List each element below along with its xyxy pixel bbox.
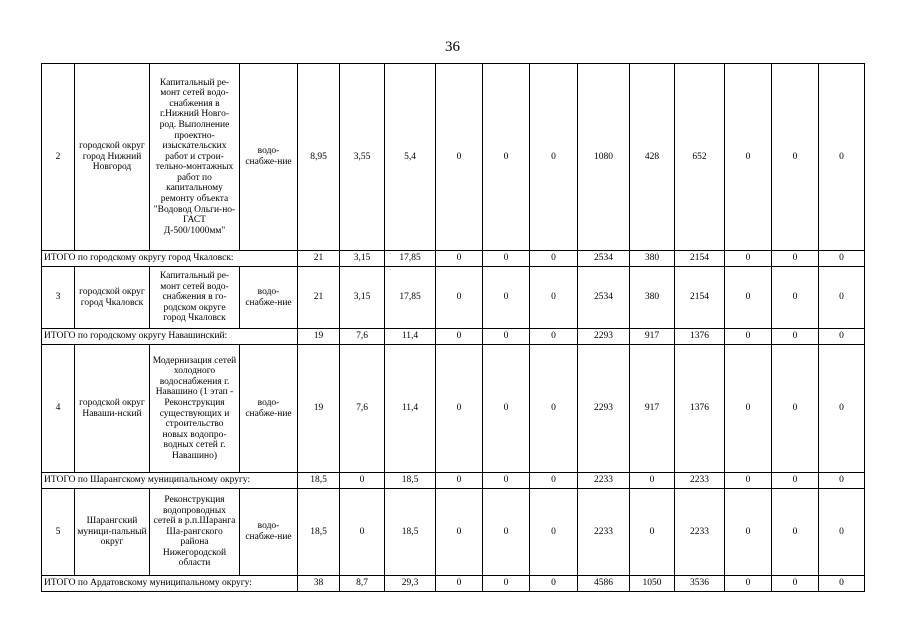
category: водо-снабже-ние	[240, 345, 298, 473]
value-cell: 0	[772, 329, 819, 345]
value-cell: 652	[675, 64, 725, 251]
value-cell: 2293	[578, 345, 630, 473]
value-cell: 0	[819, 64, 865, 251]
value-cell: 3,15	[340, 251, 385, 267]
value-cell: 2233	[578, 489, 630, 576]
value-cell: 0	[772, 473, 819, 489]
value-cell: 2154	[675, 267, 725, 329]
category: водо-снабже-ние	[240, 267, 298, 329]
value-cell: 5,4	[385, 64, 436, 251]
value-cell: 0	[819, 489, 865, 576]
value-cell: 0	[630, 489, 675, 576]
value-cell: 17,85	[385, 267, 436, 329]
project-row	[42, 489, 865, 576]
value-cell: 0	[725, 576, 772, 592]
value-cell: 0	[725, 473, 772, 489]
value-cell: 0	[483, 329, 530, 345]
value-cell: 0	[436, 64, 483, 251]
value-cell: 428	[630, 64, 675, 251]
project-row	[42, 345, 865, 473]
value-cell: 0	[483, 576, 530, 592]
value-cell: 0	[530, 329, 578, 345]
value-cell: 0	[436, 329, 483, 345]
value-cell: 0	[483, 64, 530, 251]
row-number: 2	[42, 64, 75, 251]
value-cell: 380	[630, 251, 675, 267]
value-cell: 1050	[630, 576, 675, 592]
value-cell: 11,4	[385, 345, 436, 473]
value-cell: 0	[630, 473, 675, 489]
project-row	[42, 64, 865, 251]
value-cell: 0	[772, 64, 819, 251]
water-supply-table	[41, 63, 865, 592]
value-cell: 0	[819, 251, 865, 267]
value-cell: 19	[298, 329, 340, 345]
value-cell: 18,5	[385, 473, 436, 489]
value-cell: 0	[819, 267, 865, 329]
value-cell: 0	[772, 267, 819, 329]
project-description: Модернизация сетей холодного водоснабжения г. Навашино (1 этап - Реконструкция существующих и строительство новых водопро-водных сетей г. Навашино)	[150, 345, 240, 473]
value-cell: 3,15	[340, 267, 385, 329]
value-cell: 0	[436, 345, 483, 473]
value-cell: 29,3	[385, 576, 436, 592]
value-cell: 0	[436, 576, 483, 592]
value-cell: 11,4	[385, 329, 436, 345]
project-description: Капитальный ре-монт сетей водо-снабжения в г.Нижний Новго-род. Выполнение проектно-изыскательских работ и строи-тельно-монтажных работ по капитальному ремонту объекта "Водовод Ольги-но-ГАСТ Д-500/1000мм"	[150, 64, 240, 251]
value-cell: 1376	[675, 345, 725, 473]
project-description: Реконструкция водопроводных сетей в р.п.Шаранга Ша-рангского района Нижегородской области	[150, 489, 240, 576]
district-name: городской округ Наваши-нский	[75, 345, 150, 473]
value-cell: 2233	[675, 489, 725, 576]
value-cell: 18,5	[385, 489, 436, 576]
total-row	[42, 329, 865, 345]
row-number: 5	[42, 489, 75, 576]
value-cell: 4586	[578, 576, 630, 592]
category: водо-снабже-ние	[240, 489, 298, 576]
value-cell: 2293	[578, 329, 630, 345]
value-cell: 0	[436, 251, 483, 267]
value-cell: 0	[530, 64, 578, 251]
value-cell: 0	[483, 473, 530, 489]
value-cell: 3,55	[340, 64, 385, 251]
value-cell: 19	[298, 345, 340, 473]
project-description: Капитальный ре-монт сетей водо-снабжения в го-родском округе город Чкаловск	[150, 267, 240, 329]
value-cell: 0	[725, 345, 772, 473]
value-cell: 0	[725, 251, 772, 267]
project-row	[42, 267, 865, 329]
value-cell: 0	[483, 489, 530, 576]
value-cell: 0	[530, 576, 578, 592]
value-cell: 0	[483, 251, 530, 267]
value-cell: 0	[340, 473, 385, 489]
total-label: ИТОГО по Ардатовскому муниципальному округу:	[42, 576, 298, 592]
value-cell: 3536	[675, 576, 725, 592]
value-cell: 0	[725, 64, 772, 251]
value-cell: 2534	[578, 267, 630, 329]
value-cell: 0	[772, 489, 819, 576]
value-cell: 0	[530, 251, 578, 267]
district-name: городской округ город Нижний Новгород	[75, 64, 150, 251]
value-cell: 917	[630, 345, 675, 473]
row-number: 4	[42, 345, 75, 473]
value-cell: 0	[725, 329, 772, 345]
total-label: ИТОГО по городскому округу Навашинский:	[42, 329, 298, 345]
value-cell: 0	[725, 489, 772, 576]
value-cell: 18,5	[298, 473, 340, 489]
value-cell: 0	[483, 267, 530, 329]
value-cell: 8,95	[298, 64, 340, 251]
value-cell: 0	[530, 267, 578, 329]
total-row	[42, 576, 865, 592]
value-cell: 0	[772, 576, 819, 592]
value-cell: 0	[772, 251, 819, 267]
value-cell: 0	[819, 576, 865, 592]
value-cell: 18,5	[298, 489, 340, 576]
value-cell: 0	[772, 345, 819, 473]
value-cell: 17,85	[385, 251, 436, 267]
value-cell: 2233	[675, 473, 725, 489]
value-cell: 0	[530, 489, 578, 576]
value-cell: 1376	[675, 329, 725, 345]
value-cell: 21	[298, 251, 340, 267]
value-cell: 0	[436, 489, 483, 576]
row-number: 3	[42, 267, 75, 329]
value-cell: 0	[819, 345, 865, 473]
value-cell: 8,7	[340, 576, 385, 592]
value-cell: 0	[340, 489, 385, 576]
district-name: городской округ город Чкаловск	[75, 267, 150, 329]
page-number: 36	[445, 39, 460, 55]
value-cell: 2233	[578, 473, 630, 489]
value-cell: 2154	[675, 251, 725, 267]
value-cell: 7,6	[340, 345, 385, 473]
value-cell: 917	[630, 329, 675, 345]
value-cell: 2534	[578, 251, 630, 267]
total-row	[42, 251, 865, 267]
value-cell: 0	[819, 329, 865, 345]
total-row	[42, 473, 865, 489]
value-cell: 0	[483, 345, 530, 473]
value-cell: 0	[530, 473, 578, 489]
total-label: ИТОГО по городскому округу город Чкаловск:	[42, 251, 298, 267]
value-cell: 0	[436, 267, 483, 329]
value-cell: 0	[819, 473, 865, 489]
value-cell: 0	[725, 267, 772, 329]
value-cell: 0	[436, 473, 483, 489]
value-cell: 7,6	[340, 329, 385, 345]
district-name: Шарангский муници-пальный округ	[75, 489, 150, 576]
value-cell: 380	[630, 267, 675, 329]
value-cell: 0	[530, 345, 578, 473]
value-cell: 1080	[578, 64, 630, 251]
value-cell: 38	[298, 576, 340, 592]
total-label: ИТОГО по Шарангскому муниципальному округу:	[42, 473, 298, 489]
category: водо-снабже-ние	[240, 64, 298, 251]
value-cell: 21	[298, 267, 340, 329]
table-body	[42, 64, 865, 592]
